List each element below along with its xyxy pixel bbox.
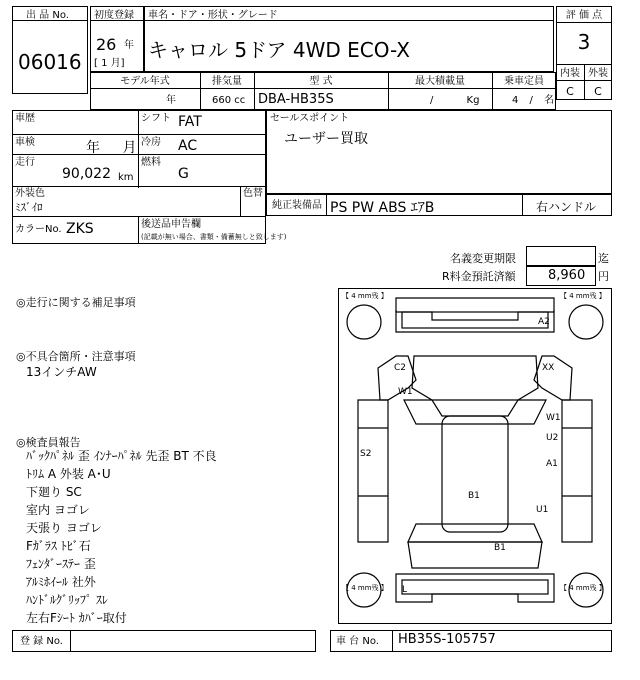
equipment: PS PW ABS ｴｱB xyxy=(330,200,435,216)
front-bumper-outline xyxy=(396,298,554,320)
model-year-unit: 年 xyxy=(166,95,176,106)
inspector-line: 室内 ヨゴレ xyxy=(26,503,90,517)
steering: 右ハンドル xyxy=(536,200,597,214)
mark-a2: A2 xyxy=(538,317,550,327)
displacement-label: 排気量 xyxy=(212,76,242,87)
mark-w1-right: W1 xyxy=(546,413,561,423)
capacity: 4 / 名 xyxy=(512,95,555,106)
roof-outline xyxy=(442,416,508,532)
first-registration-label: 初度登録 xyxy=(94,10,134,21)
inspector-label: ◎検査員報告 xyxy=(16,436,81,449)
max-load-label: 最大積載量 xyxy=(415,76,465,87)
registration-month: [ 1 月] xyxy=(94,58,125,69)
defect-item: 13インチAW xyxy=(26,365,97,379)
shift: FAT xyxy=(178,114,202,130)
exterior-color: ﾐｽﾞｲﾛ xyxy=(15,201,43,214)
displacement: 660 cc xyxy=(212,95,246,106)
inspector-line: ﾊﾞｯｸﾊﾟﾈﾙ 歪 ｲﾝﾅｰﾊﾟﾈﾙ 先歪 BT 不良 xyxy=(26,449,217,463)
lot-number: 06016 xyxy=(18,50,82,74)
interior-grade: C xyxy=(566,85,574,98)
inspector-line: ｱﾙﾐﾎｲｰﾙ 社外 xyxy=(26,575,96,589)
model-type: DBA-HB35S xyxy=(258,92,334,107)
tire-depth-front-right: 【 4 mm残 】 xyxy=(560,292,606,300)
inspector-line: 天張り ヨゴレ xyxy=(26,521,102,535)
max-load: / Kg xyxy=(430,95,480,106)
mark-w1-left: W1 xyxy=(398,387,413,397)
shift-label: シフト xyxy=(141,113,171,124)
hood-outline xyxy=(412,356,538,400)
color-no-label: カラーNo. xyxy=(15,224,62,235)
mark-a1: A1 xyxy=(546,459,558,469)
mark-u1: U1 xyxy=(536,505,549,515)
chassis-number: HB35S-105757 xyxy=(398,632,496,647)
car-name-label: 車名・ドア・形状・グレード xyxy=(148,10,278,21)
capacity-label: 乗車定員 xyxy=(504,76,544,87)
sales-point-label: セールスポイント xyxy=(270,113,350,124)
rear-bumper-outline xyxy=(396,574,554,602)
mark-b1-roof: B1 xyxy=(468,491,480,501)
driving-notes-label: ◎走行に関する補足事項 xyxy=(16,296,136,309)
body-left-side xyxy=(358,400,388,542)
color-change-label: 色替 xyxy=(243,188,263,199)
recycle-amount: 8,960 xyxy=(548,268,586,283)
registration-year: 26 xyxy=(96,35,117,54)
inspection-date: 年 月 xyxy=(86,140,137,156)
inspector-line: Fｶﾞﾗｽ ﾄﾋﾞ石 xyxy=(26,539,91,553)
fuel-label: 燃料 xyxy=(141,157,161,168)
chassis-label: 車 台 No. xyxy=(336,636,379,647)
defects-label: ◎不具合箇所・注意事項 xyxy=(16,350,136,363)
lot-number-label: 出 品 No. xyxy=(26,10,69,21)
inspector-line: 左右Fｼｰﾄ ｶﾊﾞｰ取付 xyxy=(26,611,127,625)
tire-depth-front-left: 【 4 mm残 】 xyxy=(342,292,388,300)
mark-u2: U2 xyxy=(546,433,559,443)
name-change-unit: 迄 xyxy=(598,252,609,265)
registration-label: 登 録 No. xyxy=(20,636,63,647)
inspector-line: 下廻り SC xyxy=(26,485,82,499)
name-change-label: 名義変更期限 xyxy=(450,252,516,265)
equipment-label: 純正装備品 xyxy=(272,200,322,211)
mark-c2: C2 xyxy=(394,363,407,373)
exterior-grade: C xyxy=(594,85,602,98)
history-label: 車歴 xyxy=(15,113,35,124)
recycle-label: R料金預託済額 xyxy=(442,270,516,283)
model-year-label: モデル年式 xyxy=(120,76,170,87)
overall-grade: 3 xyxy=(577,30,591,54)
tire-depth-rear-right: 【 4 mm残 】 xyxy=(560,584,606,592)
docs-note: (記載が無い場合、書類・備蓄無しと致します) xyxy=(141,233,287,241)
type-label: 型 式 xyxy=(309,76,333,87)
name-change-box xyxy=(526,246,596,266)
recycle-unit: 円 xyxy=(598,270,609,283)
mark-xx: XX xyxy=(542,363,555,373)
inspection-label: 車検 xyxy=(15,137,35,148)
mileage-unit: km xyxy=(118,172,134,183)
inspector-line: ﾊﾝﾄﾞﾙｸﾞﾘｯﾌﾟ ｽﾚ xyxy=(26,593,108,607)
mark-b1-rear: B1 xyxy=(494,543,506,553)
mileage-label: 走行 xyxy=(15,157,35,168)
inspector-line: ﾌｪﾝﾀﾞｰｽﾃｰ 歪 xyxy=(26,557,96,571)
grade-label: 評 価 点 xyxy=(565,10,603,21)
ac-label: 冷房 xyxy=(141,137,161,148)
exterior-grade-label: 外装 xyxy=(588,68,608,79)
ac: AC xyxy=(178,138,198,154)
year-unit: 年 xyxy=(124,40,134,51)
mark-l: L xyxy=(402,585,408,595)
tire-front-left-icon xyxy=(347,305,381,339)
color-no: ZKS xyxy=(66,221,94,237)
mileage: 90,022 xyxy=(62,166,111,182)
exterior-color-label: 外装色 xyxy=(15,188,45,199)
mark-s2: S2 xyxy=(360,449,372,459)
body-right-side xyxy=(562,400,592,542)
inspector-line: ﾄﾘﾑ A 外装 A･U xyxy=(26,467,111,481)
docs-label: 後送品申告欄 xyxy=(141,219,201,230)
interior-grade-label: 内装 xyxy=(560,68,580,79)
car-damage-diagram xyxy=(338,288,612,624)
tire-front-right-icon xyxy=(569,305,603,339)
fuel: G xyxy=(178,166,189,182)
car-name: キャロル 5ドア 4WD ECO-X xyxy=(148,38,410,62)
tire-depth-rear-left: 【 4 mm残 】 xyxy=(342,584,388,592)
sales-point: ユーザー買取 xyxy=(284,131,368,147)
